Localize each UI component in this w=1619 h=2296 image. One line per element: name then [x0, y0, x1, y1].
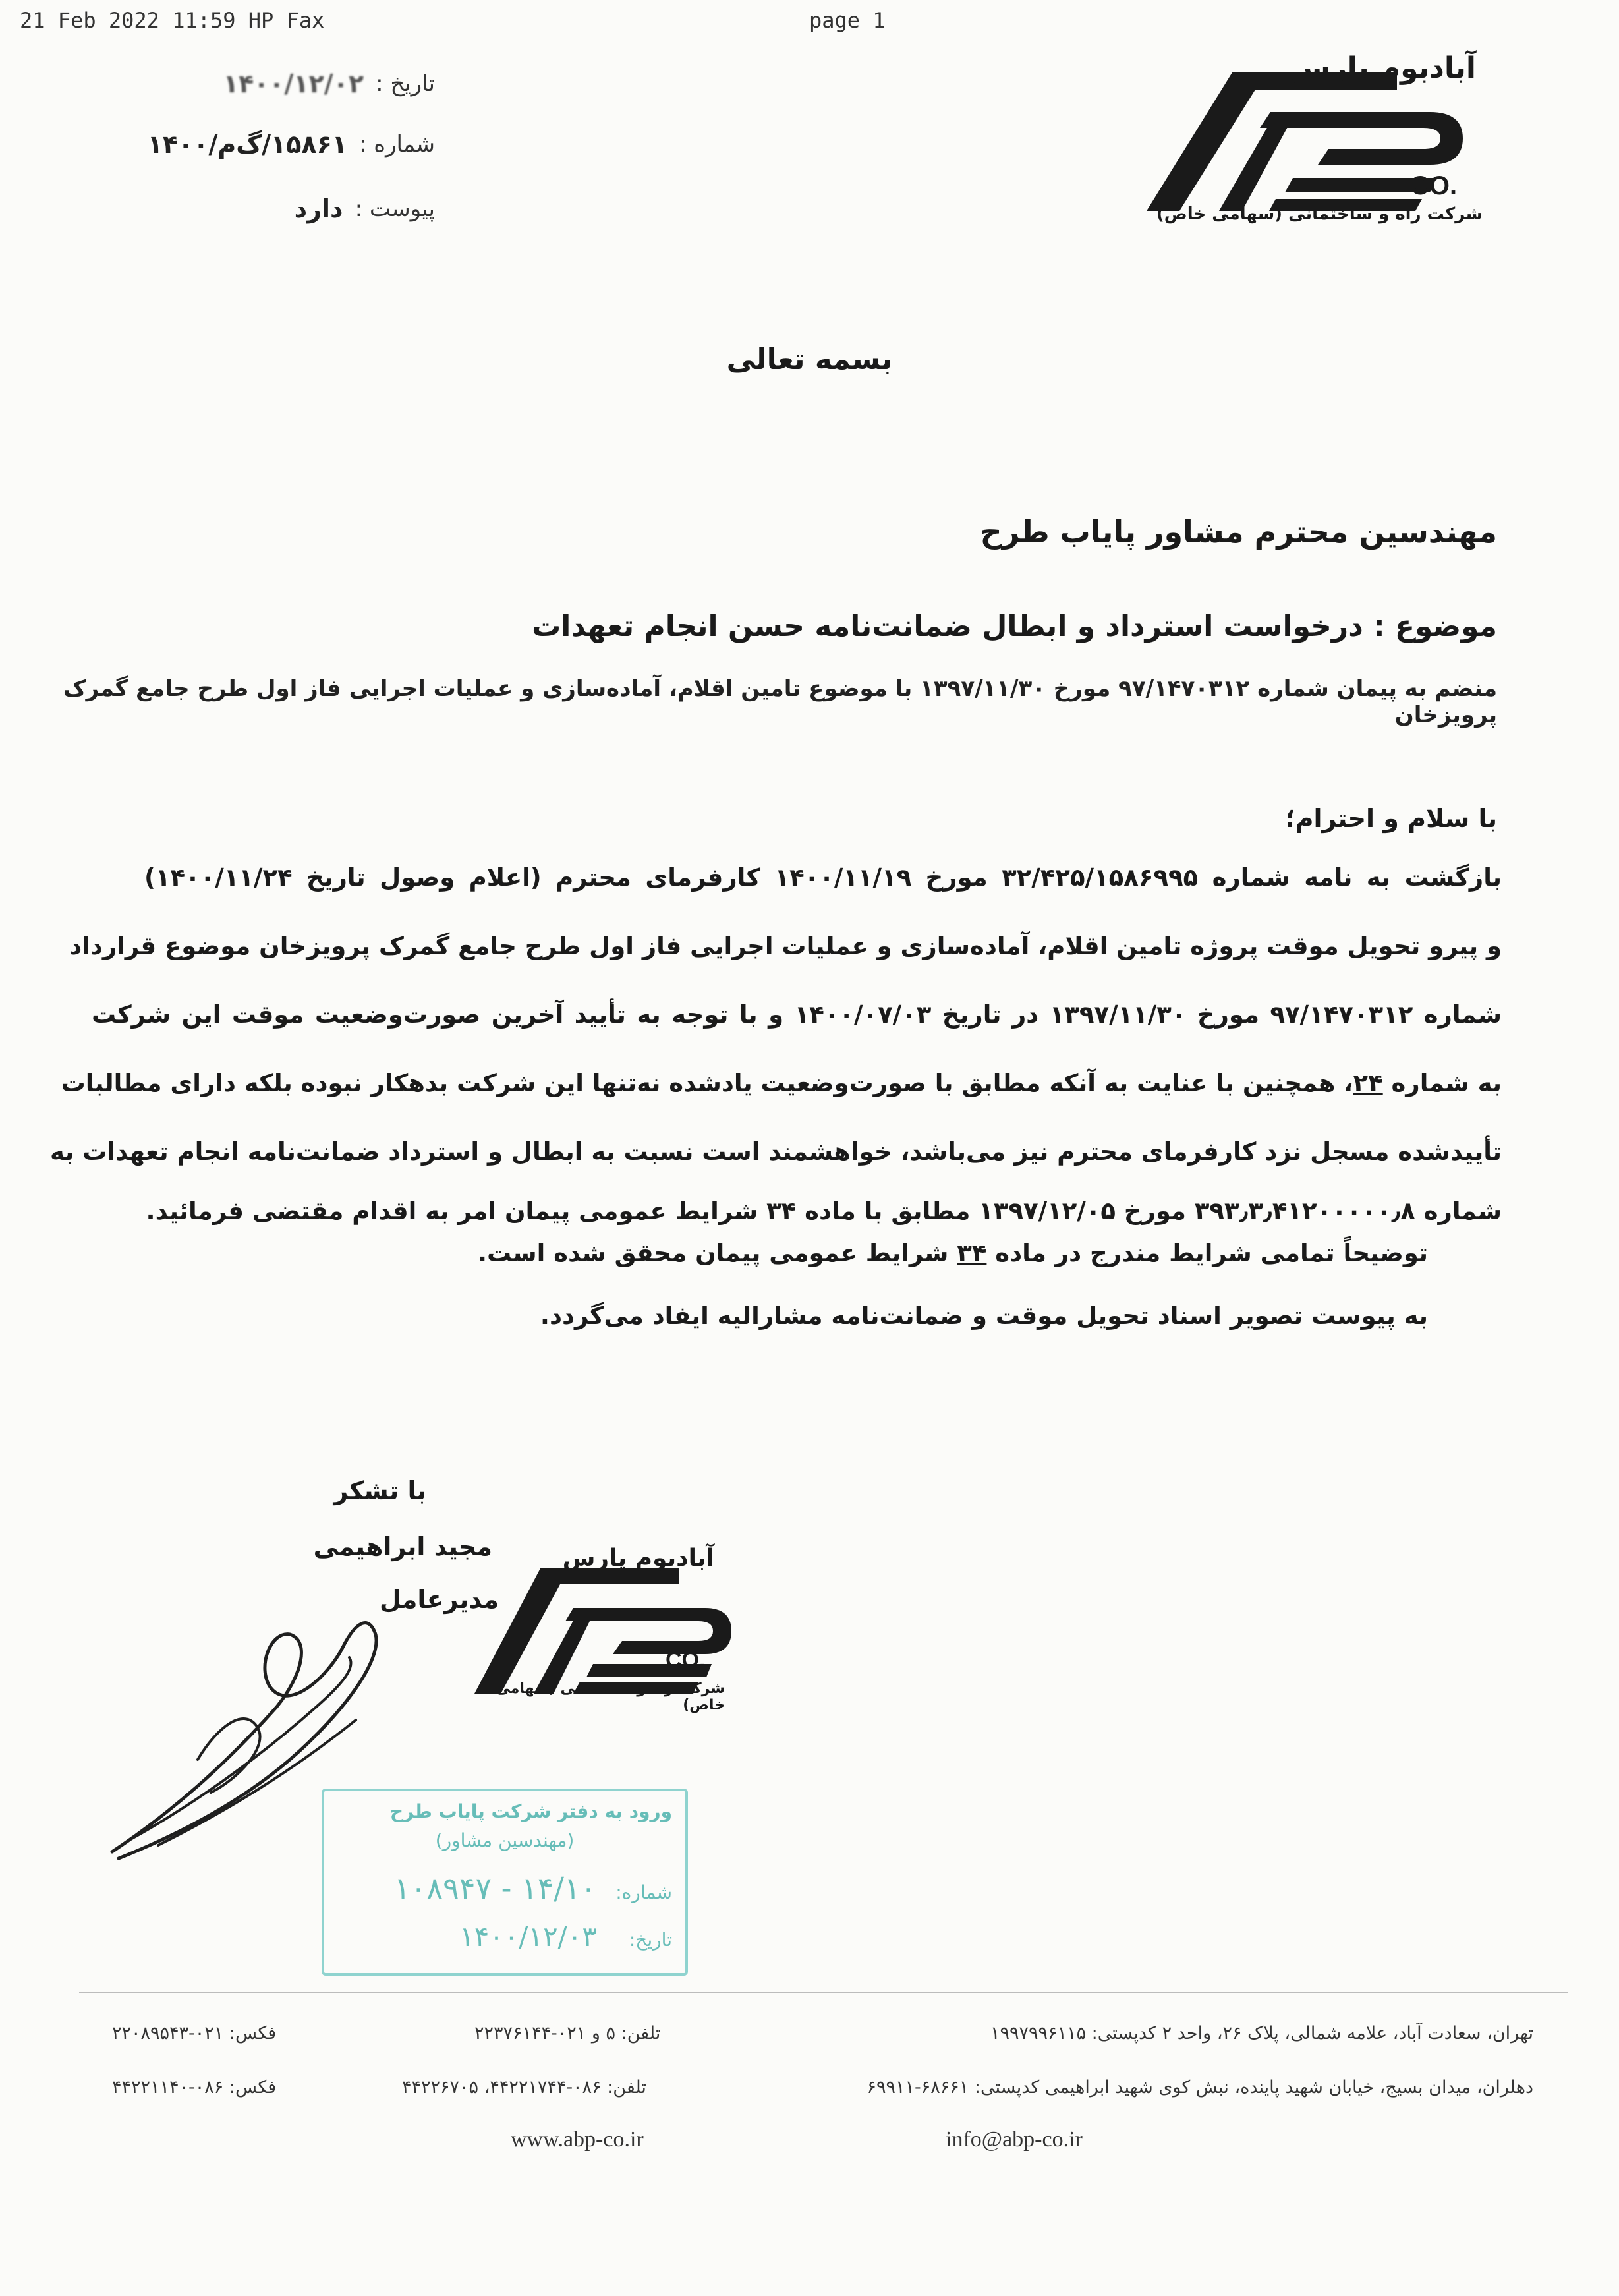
- addressee: مهندسین محترم مشاور پایاب طرح: [980, 514, 1497, 550]
- footer-ilam-fax: فکس: ۰۸۶-۴۴۲۲۱۱۴۰: [112, 2077, 277, 2098]
- stamp-number-value: ۱۴/۱۰ - ۱۰۸۹۴۷: [393, 1870, 597, 1906]
- footer-tehran-fax: فکس: ۰۲۱-۲۲۰۸۹۵۴۳: [112, 2023, 277, 2044]
- footer-tehran-address: تهران، سعادت آباد، علامه شمالی، پلاک ۲۶، واحد ۲ کدپستی: ۱۹۹۷۹۹۶۱۱۵: [990, 2023, 1533, 2044]
- letter-attachment-label: پیوست :: [355, 196, 435, 222]
- stamp-company-co: CO.: [666, 1648, 706, 1673]
- body-line-6: شماره ۳۹۳٫۳٫۴۱۲۰۰۰۰۰٫۸ مورخ ۱۳۹۷/۱۲/۰۵ مطابق با ماده ۳۴ شرایط عمومی پیمان امر به اقدام مقتضی فرمائید.: [146, 1197, 1502, 1225]
- stamp-company-name: آبادبوم پارس: [562, 1545, 714, 1572]
- company-logo-stamp: [461, 1542, 738, 1713]
- closing-thanks: با تشکر: [333, 1476, 426, 1505]
- stamp-date-value: ۱۴۰۰/۱۲/۰۳: [459, 1920, 597, 1953]
- body-line-1: بازگشت به نامه شماره ۳۲/۴۲۵/۱۵۸۶۹۹۵ مورخ ۱۴۰۰/۱۱/۱۹ کارفرمای محترم (اعلام وصول تاریخ ۱۴۰۰/۱۱/۲۴): [144, 863, 1502, 892]
- stamp-number-row: [337, 1870, 672, 1906]
- company-subtitle: شرکت راه و ساختمانی (سهامی خاص): [1156, 204, 1483, 224]
- body-line-4: [61, 1069, 1502, 1097]
- body-line-4-underlined: ۲۴: [1353, 1069, 1383, 1097]
- footer-email: info@abp-co.ir: [946, 2127, 1083, 2152]
- note-line: [374, 1239, 1428, 1267]
- body-line-3: شماره ۹۷/۱۴۷۰۳۱۲ مورخ ۱۳۹۷/۱۱/۳۰ در تاریخ ۱۴۰۰/۰۷/۰۳ و با توجه به تأیید آخرین صورت‌وضعیت موقت این شرکت: [92, 1000, 1502, 1029]
- letter-date-row: [92, 61, 435, 107]
- body-line-2: و پیرو تحویل موقت پروژه تامین اقلام، آماده‌سازی و عملیات اجرایی فاز اول طرح جامع گمرک پرویزخان موضوع قرارداد: [69, 932, 1502, 960]
- letter-number-label: شماره :: [359, 131, 435, 158]
- body-line-5: تأییدشده مسجل نزد کارفرمای محترم نیز می‌باشد، خواهشمند است نسبت به ابطال و استرداد ضمانت‌نامه انجام تعهدات به: [50, 1137, 1502, 1166]
- body-line-4-after: ، همچنین با عنایت به آنکه مطابق با صورت‌وضعیت یادشده نه‌تنها این شرکت بدهکار نبوده بلکه دارای مطالبات: [61, 1069, 1353, 1097]
- company-name: آبادبوم پارس: [1290, 51, 1476, 85]
- stamp-line-2: (مهندسین مشاور): [435, 1829, 575, 1851]
- letter-attachment-value: دارد: [294, 194, 343, 223]
- letter-number-row: [92, 121, 435, 167]
- receipt-stamp: [322, 1789, 688, 1976]
- company-co: CO.: [1410, 171, 1458, 200]
- fax-page-number: page 1: [809, 8, 886, 33]
- footer-tehran-phone: تلفن: ۵ و ۰۲۱-۲۲۳۷۶۱۴۴: [474, 2023, 661, 2044]
- subject-detail: منضم به پیمان شماره ۹۷/۱۴۷۰۳۱۲ مورخ ۱۳۹۷/۱۱/۳۰ با موضوع تامین اقلام، آماده‌سازی و عملیات اجرایی فاز اول طرح جامع گمرک پرویزخان: [63, 675, 1497, 728]
- letter-date-value: ۱۴۰۰/۱۲/۰۲: [223, 69, 364, 98]
- fax-timestamp: 21 Feb 2022 11:59 HP Fax: [20, 8, 325, 33]
- stamp-company-subtitle: شرکت راه و ساختمانی (سهامی خاص): [496, 1680, 725, 1713]
- signer-title: مدیرعامل: [379, 1585, 499, 1614]
- stamp-number-label: شماره:: [615, 1881, 672, 1903]
- attachment-line: به پیوست تصویر اسناد تحویل موقت و ضمانت‌نامه مشارالیه ایفاد می‌گردد.: [540, 1302, 1428, 1330]
- signer-name: مجید ابراهیمی: [313, 1532, 492, 1561]
- note-line-underlined: ۳۴: [957, 1239, 987, 1267]
- footer-ilam-phone: تلفن: ۰۸۶-۴۴۲۲۱۷۴۴، ۴۴۲۲۶۷۰۵: [402, 2077, 646, 2098]
- subject: موضوع : درخواست استرداد و ابطال ضمانت‌نامه حسن انجام تعهدات: [532, 610, 1497, 643]
- footer-ilam-address: دهلران، میدان بسیج، خیابان شهید پاینده، نبش کوی شهید ابراهیمی کدپستی: ۶۸۶۶۱-۶۹۹۱۱: [866, 2077, 1533, 2098]
- letter-date-label: تاریخ :: [376, 71, 435, 97]
- stamp-line-1: ورود به دفتر شرکت پایاب طرح: [389, 1800, 672, 1822]
- stamp-date-row: [337, 1920, 672, 1953]
- note-line-after: شرایط عمومی پیمان محقق شده است.: [477, 1239, 957, 1267]
- basmala: بسمه تعالی: [726, 343, 893, 376]
- letter-number-value: ۱۵۸۶۱/گ‌م/۱۴۰۰: [147, 130, 347, 159]
- letter-attachment-row: [92, 186, 435, 232]
- footer-divider: [79, 1992, 1568, 1993]
- body-line-4-before: به شماره: [1382, 1069, 1502, 1097]
- company-logo-header: [1120, 46, 1489, 237]
- greeting: با سلام و احترام؛: [1285, 804, 1497, 833]
- footer-website: www.abp-co.ir: [511, 2127, 644, 2152]
- stamp-date-label: تاریخ:: [629, 1929, 672, 1951]
- note-line-before: توضیحاً تمامی شرایط مندرج در ماده: [986, 1239, 1428, 1267]
